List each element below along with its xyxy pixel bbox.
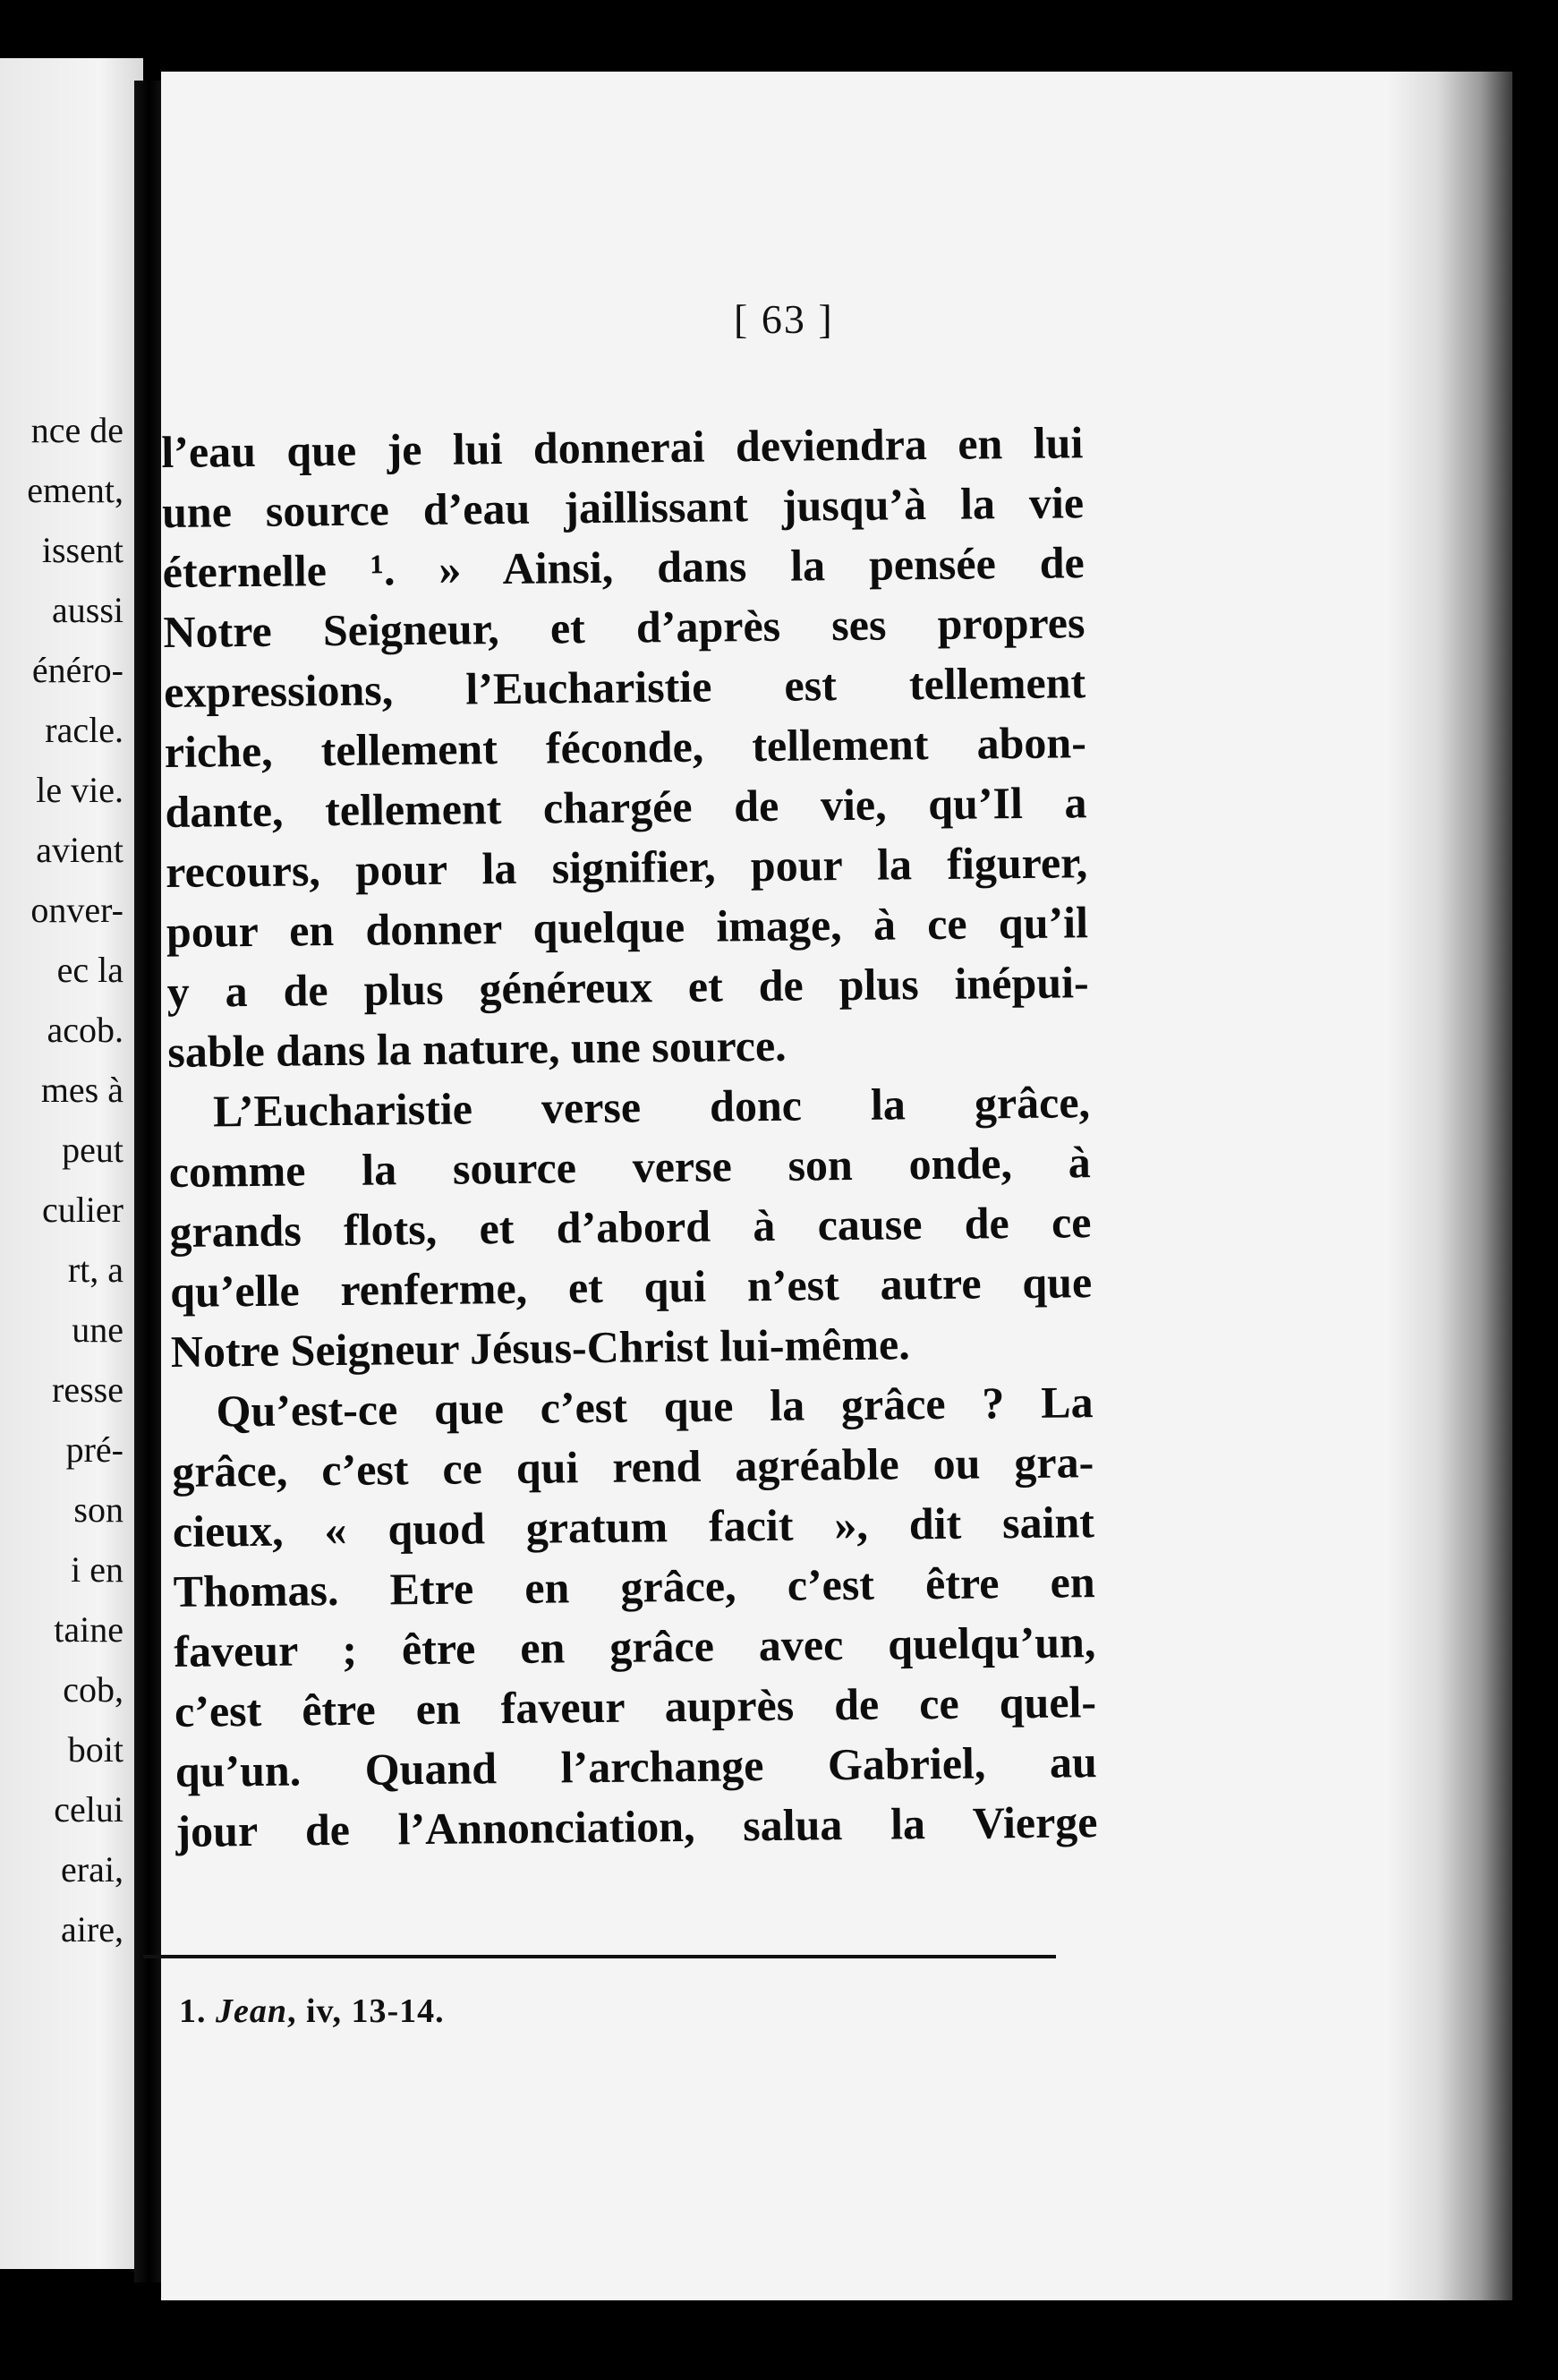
previous-page-line: i en xyxy=(71,1549,123,1590)
previous-page-line: énéro- xyxy=(31,650,123,690)
previous-page-line: peut xyxy=(62,1130,123,1170)
previous-page-line: le vie. xyxy=(36,770,123,810)
text-line: cieux, « quod gratum facit », dit saint xyxy=(172,1497,1095,1557)
text-line: qu’un. Quand l’archange Gabriel, au xyxy=(175,1736,1098,1796)
previous-page-line: onver- xyxy=(30,890,123,930)
text-line: Qu’est-ce que c’est que la grâce ? La xyxy=(216,1377,1094,1437)
footnote-divider xyxy=(143,1955,1056,1958)
previous-page-line: avient xyxy=(36,830,123,870)
body-text xyxy=(161,413,1098,1862)
page-number: [ 63 ] xyxy=(734,296,834,342)
text-line: Thomas. Etre en grâce, c’est être en xyxy=(173,1557,1095,1617)
page-edge-shadow xyxy=(1387,72,1512,2300)
previous-page-line: celui xyxy=(54,1789,123,1830)
text-line: éternelle ¹. » Ainsi, dans la pensée de xyxy=(162,537,1085,597)
previous-page-text xyxy=(0,400,123,1959)
previous-page-line: issent xyxy=(41,530,123,570)
text-line: comme la source verse son onde, à xyxy=(168,1137,1092,1197)
footnote-number: 1. xyxy=(179,1992,207,2030)
previous-page-line: racle. xyxy=(45,710,123,750)
previous-page-line: pré- xyxy=(65,1429,123,1470)
text-line: faveur ; être en grâce avec quelqu’un, xyxy=(174,1617,1096,1676)
footnote-reference: , iv, 13-14. xyxy=(287,1992,445,2030)
previous-page-line: resse xyxy=(52,1369,123,1410)
text-line: grâce, c’est ce qui rend agréable ou gra- xyxy=(171,1437,1094,1497)
text-line: sable dans la nature, une source. xyxy=(167,1019,787,1077)
previous-page-line: acob. xyxy=(47,1010,123,1050)
text-line: qu’elle renferme, et qui n’est autre que xyxy=(169,1257,1093,1317)
text-line: recours, pour la signifier, pour la figurer, xyxy=(165,837,1088,897)
previous-page-line: mes à xyxy=(40,1070,123,1110)
text-line: jour de l’Annonciation, salua la Vierge xyxy=(175,1796,1098,1856)
previous-page-line: son xyxy=(73,1489,123,1530)
text-line: expressions, l’Eucharistie est tellement xyxy=(163,657,1086,717)
previous-page-line: ec la xyxy=(56,950,123,990)
text-line: pour en donner quelque image, à ce qu’il xyxy=(166,897,1089,957)
previous-page-line: erai, xyxy=(61,1849,123,1889)
text-line: dante, tellement chargée de vie, qu’Il a xyxy=(165,777,1087,837)
previous-page-line: ement, xyxy=(27,470,123,510)
text-line: L’Eucharistie verse donc la grâce, xyxy=(212,1077,1091,1137)
text-line: riche, tellement féconde, tellement abon- xyxy=(164,717,1087,777)
footnote xyxy=(179,1992,445,2031)
text-line: l’eau que je lui donnerai deviendra en lui xyxy=(161,417,1084,477)
text-line: grands flots, et d’abord à cause de ce xyxy=(169,1197,1092,1257)
text-line: y a de plus généreux et de plus inépui- xyxy=(166,957,1089,1017)
previous-page-line: aussi xyxy=(52,590,123,630)
text-line: c’est être en faveur auprès de ce quel- xyxy=(174,1676,1097,1736)
previous-page-line: aire, xyxy=(61,1909,123,1949)
previous-page-line: cob, xyxy=(63,1669,123,1710)
previous-page-line: taine xyxy=(54,1609,123,1650)
text-line: Notre Seigneur, et d’après ses propres xyxy=(163,597,1085,657)
previous-page-line: une xyxy=(72,1309,123,1350)
book-page xyxy=(161,72,1512,2300)
footnote-source: Jean xyxy=(216,1992,287,2030)
previous-page-line: boit xyxy=(67,1729,123,1770)
text-line: Notre Seigneur Jésus-Christ lui-même. xyxy=(170,1318,910,1377)
previous-page-line: nce de xyxy=(30,410,123,450)
previous-page-edge xyxy=(0,58,143,2269)
previous-page-line: culier xyxy=(41,1190,123,1230)
text-line: une source d’eau jaillissant jusqu’à la vie xyxy=(161,477,1085,537)
previous-page-line: rt, a xyxy=(67,1250,123,1290)
